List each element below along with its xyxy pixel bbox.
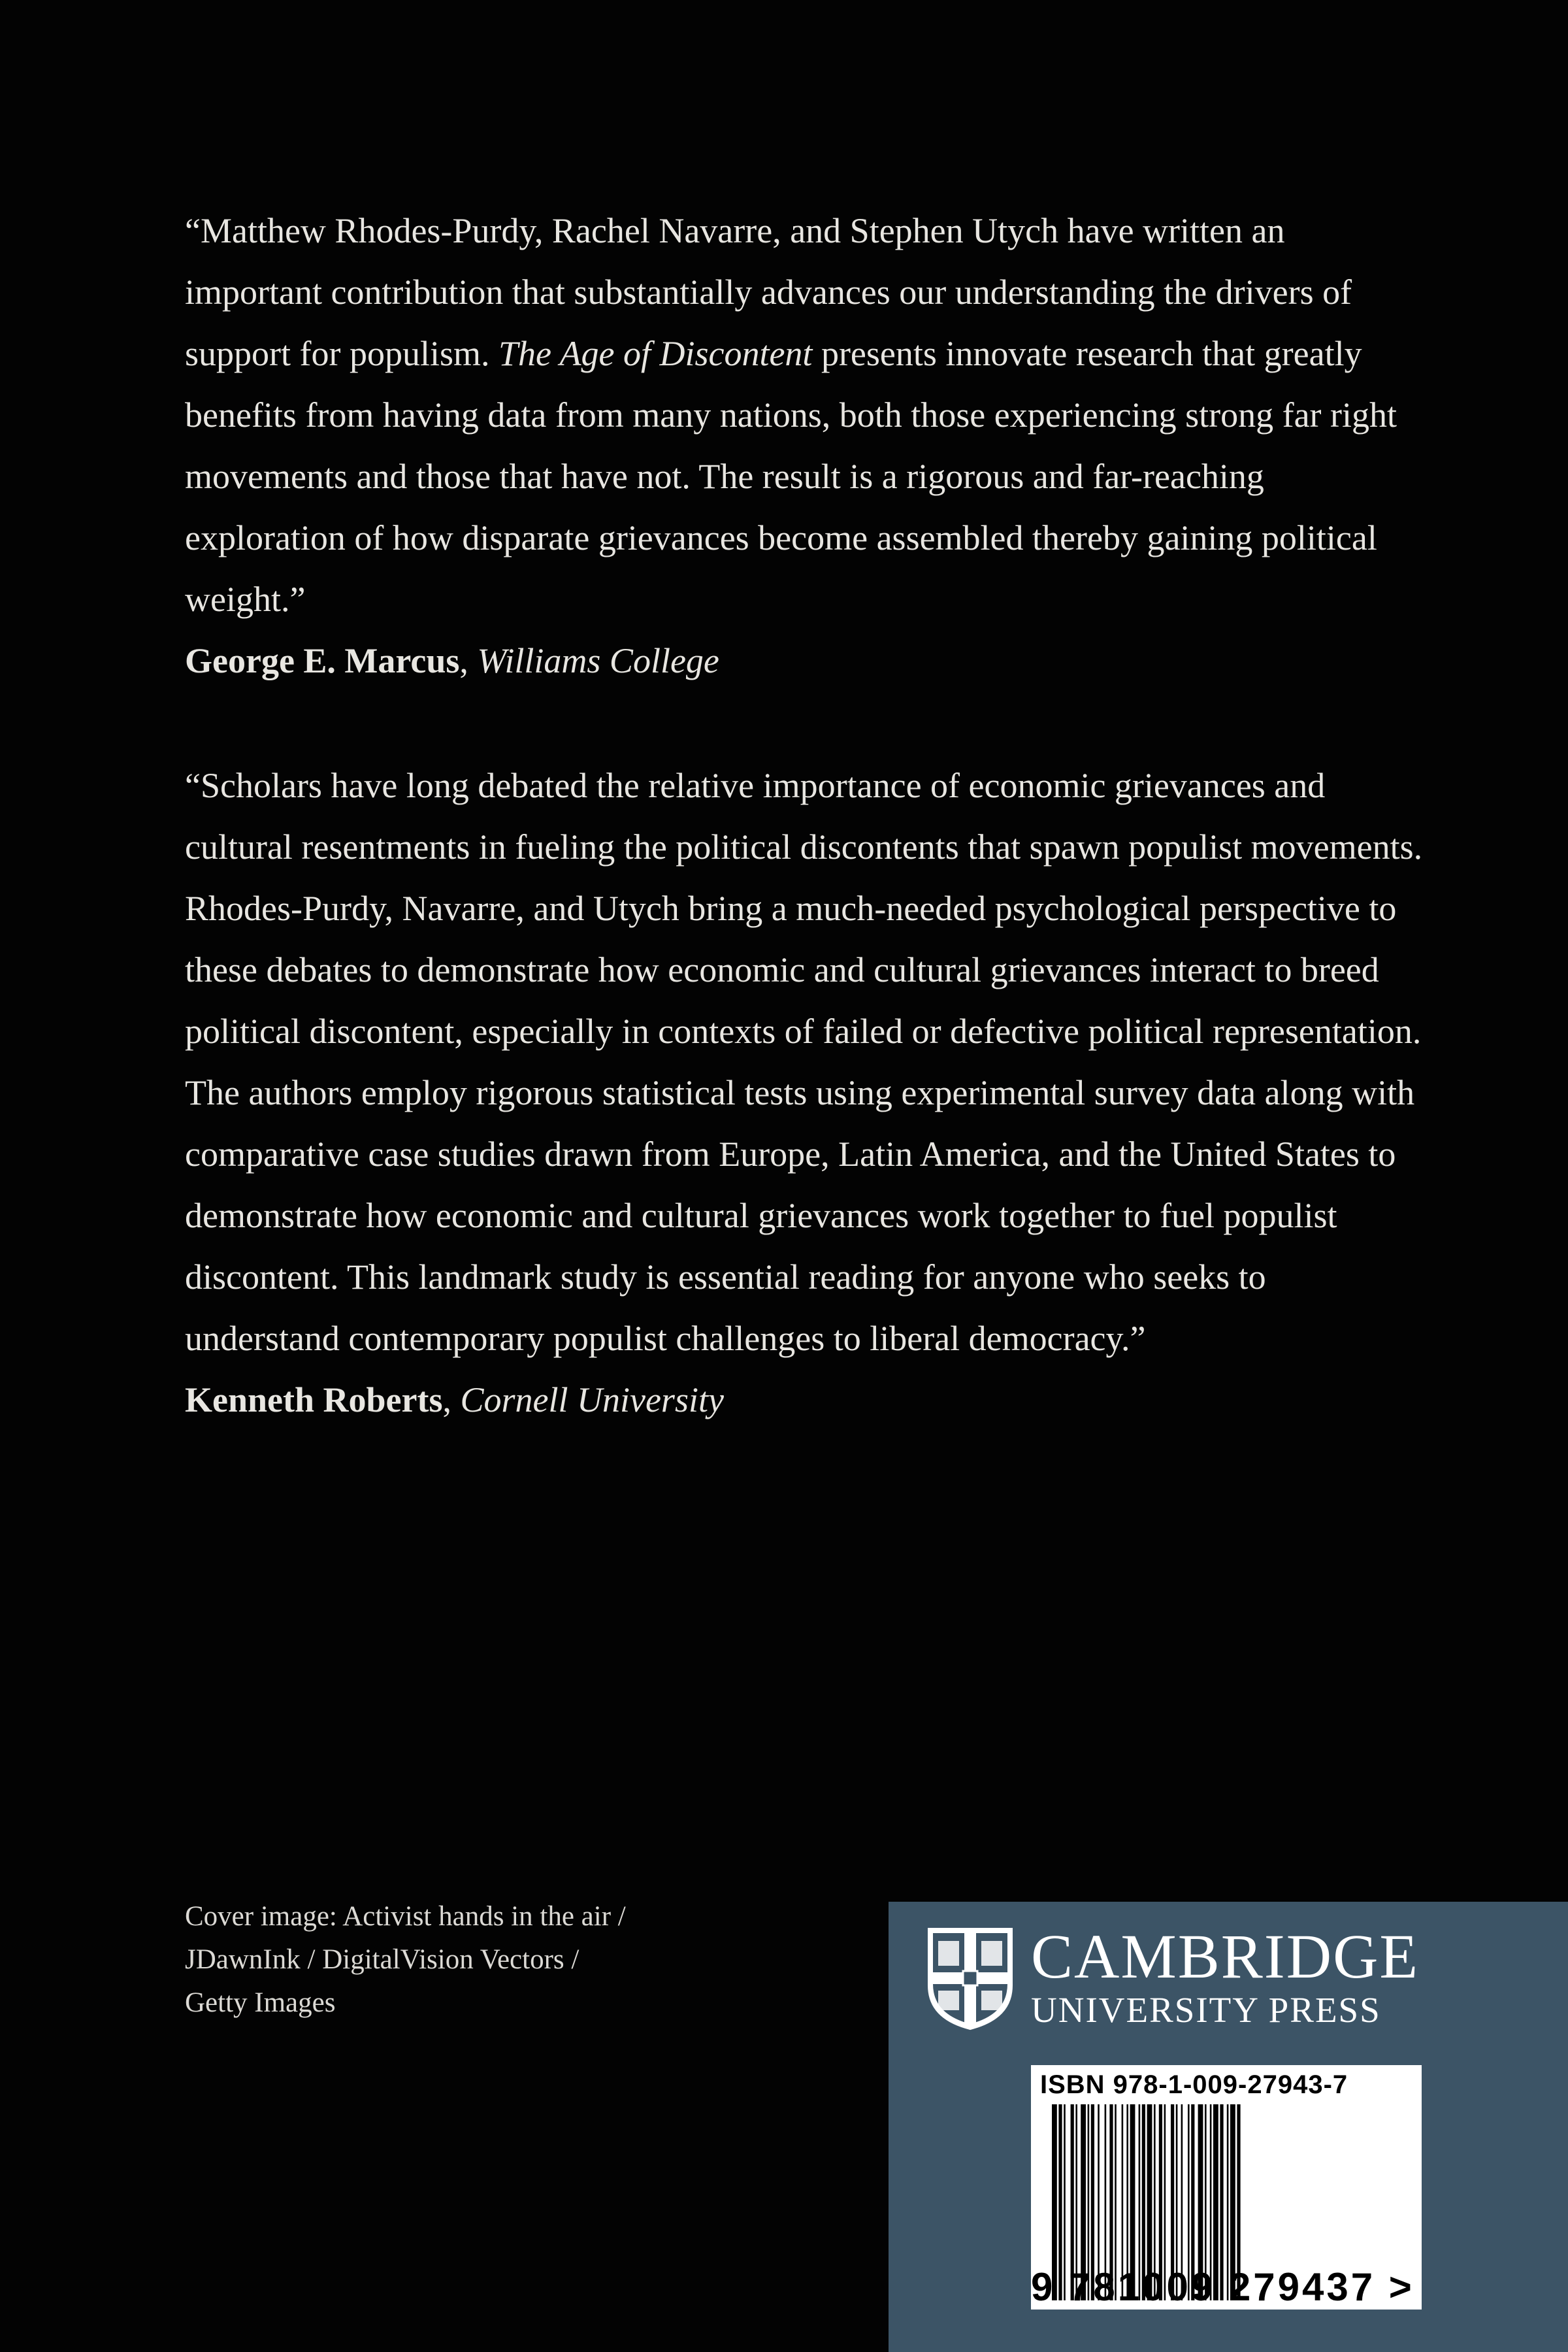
credit-line: Getty Images xyxy=(185,1987,336,2018)
book-title-italic: The Age of Discontent xyxy=(498,334,813,373)
publisher-name-line2: UNIVERSITY PRESS xyxy=(1031,1990,1381,2030)
cambridge-crest-icon xyxy=(926,1927,1014,2031)
review-quote-1 xyxy=(185,200,1426,630)
publisher-panel xyxy=(889,1902,1568,2352)
barcode-digits: 9 781009 279437 > xyxy=(1031,2265,1414,2309)
reviewer-affiliation: Williams College xyxy=(477,641,719,680)
review-quote-2: “Scholars have long debated the relative importance of economic grievances and cultural resentments in fueling the political discontents that spawn populist movements. Rhodes-Purdy, Navarre, and Utych bring a much-needed psychological perspective to these debates to demonstrate how economic and cultural grievances interact to breed political discontent, especially in contexts of failed or defective political representation. The authors employ rigorous statistical tests using experimental survey data along with comparative case studies drawn from Europe, Latin America, and the United States to demonstrate how economic and cultural grievances work together to fuel populist discontent. This landmark study is essential reading for anyone who seeks to understand contemporary populist challenges to liberal democracy.” xyxy=(185,766,1423,1358)
review-blurb-2 xyxy=(185,755,1426,1431)
reviewer-name: George E. Marcus xyxy=(185,641,460,680)
publisher-name xyxy=(1031,1921,1420,2031)
credit-line: JDawnInk / DigitalVision Vectors / xyxy=(185,1944,580,1975)
review-attribution-2: Kenneth Roberts, Cornell University xyxy=(185,1380,724,1419)
quote-text: “Matthew Rhodes-Purdy, Rachel Navarre, and Stephen Utych have written an important contribution that substantially advances our understanding the drivers of support for populism. xyxy=(185,211,1352,373)
isbn-label: ISBN 978-1-009-27943-7 xyxy=(1040,2070,1348,2099)
review-attribution-1: George E. Marcus, Williams College xyxy=(185,641,719,680)
credit-line: Cover image: Activist hands in the air / xyxy=(185,1901,626,1932)
cover-image-credit xyxy=(185,1895,838,2025)
isbn-barcode xyxy=(1031,2065,1422,2310)
review-blurb-1 xyxy=(185,200,1426,691)
quote-text: presents innovate research that greatly benefits from having data from many nations, both those experiencing strong far right movements and those that have not. The result is a rigorous and far-reaching exploration of how disparate grievances become assembled thereby gaining political weight.” xyxy=(185,334,1397,619)
reviewer-affiliation: Cornell University xyxy=(460,1380,724,1419)
publisher-name-line1: CAMBRIDGE xyxy=(1031,1921,1420,1991)
reviewer-name: Kenneth Roberts xyxy=(185,1380,443,1419)
